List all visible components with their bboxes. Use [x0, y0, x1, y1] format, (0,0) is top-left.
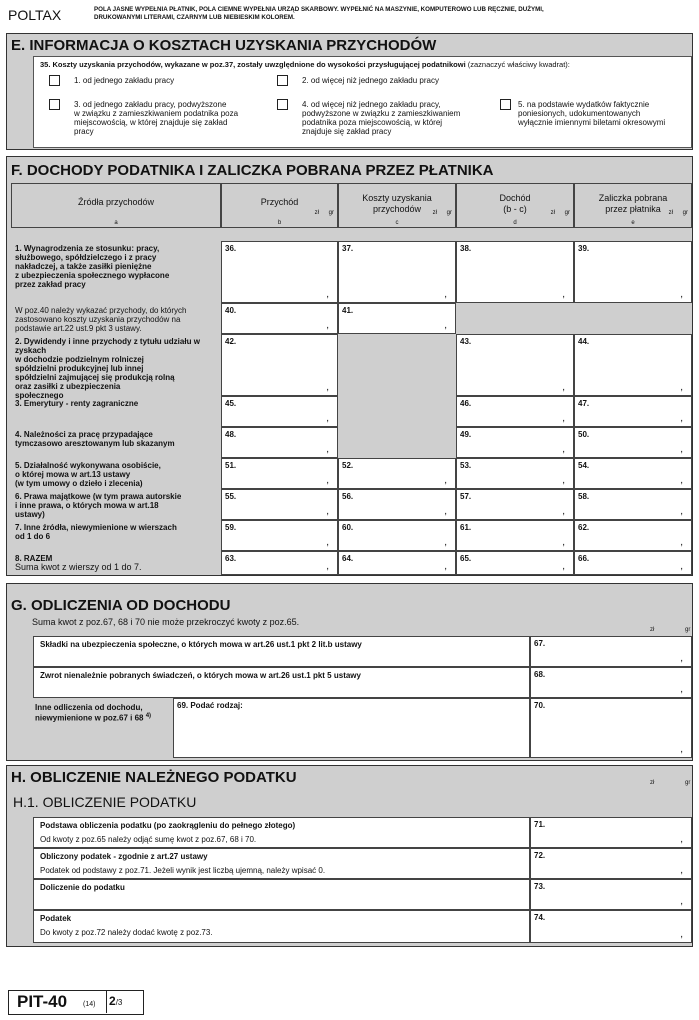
- field-54[interactable]: [574, 458, 692, 489]
- row-label-text: 5. Działalność wykonywana osobiście, o której mowa w art.13 ustawy (w tym umowy o dzieło i zlecenia): [15, 461, 161, 488]
- decimal-comma: ,: [562, 475, 565, 486]
- col-letter: b: [277, 220, 282, 226]
- decimal-comma: ,: [444, 475, 447, 486]
- decimal-comma: ,: [680, 506, 683, 517]
- decimal-comma: ,: [326, 506, 329, 517]
- section-h-title: H. OBLICZENIE NALEŻNEGO PODATKU: [11, 769, 297, 786]
- row-label-text: 4. Należności za pracę przypadające tymczasowo aresztowanym lub skazanym: [15, 430, 175, 448]
- h-row-74-label: Podatek Do kwoty z poz.72 należy dodać kwotę z poz.73.: [40, 914, 213, 937]
- decimal-comma: ,: [444, 289, 447, 300]
- field-48[interactable]: [221, 427, 338, 458]
- field-number: 54.: [578, 461, 590, 470]
- field-number: 46.: [460, 399, 472, 408]
- field-number: 63.: [225, 554, 237, 563]
- field-47[interactable]: [574, 396, 692, 427]
- col-header-label: Dochód (b - c): [499, 193, 531, 214]
- row-label-5: [11, 427, 221, 458]
- field-number: 48.: [225, 430, 237, 439]
- field-number: 49.: [460, 430, 472, 439]
- section-f: [6, 156, 693, 576]
- zl-unit: zł: [550, 210, 555, 216]
- g-zl: zł: [650, 627, 655, 633]
- option-2-label: 2. od więcej niż jednego zakładu pracy: [302, 76, 439, 85]
- h-row-72-label: Obliczony podatek - zgodnie z art.27 ustawy Podatek od podstawy z poz.71. Jeżeli wynik jest liczbą ujemną, należy wpisać 0.: [40, 852, 326, 875]
- field-number: 56.: [342, 492, 354, 501]
- fill-instructions-line1: POLA JASNE WYPEŁNIA PŁATNIK, POLA CIEMNE WYPEŁNIA URZĄD SKARBOWY. WYPEŁNIĆ NA MASZYNIE, KOMPUTEROWO LUB RĘCZNIE, DUŻYMI,: [94, 6, 544, 13]
- row-label-7: [11, 489, 221, 520]
- row-label-2: [11, 303, 221, 334]
- col-header-label: Zaliczka pobrana przez płatnika: [598, 193, 668, 214]
- field-45[interactable]: [221, 396, 338, 427]
- h-row-74-label-cell: [33, 910, 530, 943]
- option-4-checkbox[interactable]: [277, 99, 288, 110]
- field-67[interactable]: 67. ,: [530, 636, 692, 667]
- field-66[interactable]: [574, 551, 692, 575]
- field-72[interactable]: 72. ,: [530, 848, 692, 879]
- field-number: 52.: [342, 461, 354, 470]
- page-number: 2/3: [109, 994, 123, 1008]
- field-44[interactable]: [574, 334, 692, 396]
- field-number: 39.: [578, 244, 590, 253]
- h-row-73-label: Doliczenie do podatku: [40, 883, 125, 892]
- h-row-71-label-cell: [33, 817, 530, 848]
- section-g-title: G. ODLICZENIA OD DOCHODU: [11, 597, 231, 614]
- col-header-label: Przychód: [260, 197, 299, 207]
- field-61[interactable]: [456, 520, 574, 551]
- section-e: [6, 33, 693, 150]
- col-header-1: [11, 183, 221, 228]
- g-gr: gr: [685, 627, 691, 633]
- field-number: 59.: [225, 523, 237, 532]
- field-60[interactable]: [338, 520, 456, 551]
- field-number: 58.: [578, 492, 590, 501]
- row-label-4: [11, 396, 221, 427]
- field-number: 47.: [578, 399, 590, 408]
- field-73[interactable]: 73. ,: [530, 879, 692, 910]
- field-62[interactable]: [574, 520, 692, 551]
- col-header-label: Źródła przychodów: [77, 197, 155, 207]
- decimal-comma: ,: [326, 320, 329, 331]
- decimal-comma: ,: [444, 320, 447, 331]
- field-number: 65.: [460, 554, 472, 563]
- row-label-text: 1. Wynagrodzenia ze stosunku: pracy, służbowego, spółdzielczego i z pracy nakładczej, a także zasiłki pieniężne z ubezpieczenia społecznego wypłacone przez zakład pracy: [15, 244, 170, 289]
- decimal-comma: ,: [562, 506, 565, 517]
- decimal-comma: ,: [562, 561, 565, 572]
- fill-instructions-line2: DRUKOWANYMI LITERAMI, CZARNYM LUB NIEBIESKIM KOLOREM.: [94, 14, 295, 21]
- field-53[interactable]: [456, 458, 574, 489]
- decimal-comma: ,: [444, 537, 447, 548]
- field-49[interactable]: [456, 427, 574, 458]
- section-g-subtitle: Suma kwot z poz.67, 68 i 70 nie może przekroczyć kwoty z poz.65.: [32, 617, 300, 627]
- row-label-1: [11, 241, 221, 303]
- option-4-label: 4. od więcej niż jednego zakładu pracy, podwyższone w związku z zamieszkiwaniem podatnika poza miejscowością, w której znajduje się zakład pracy: [302, 100, 461, 136]
- field-40[interactable]: [221, 303, 338, 334]
- field-number: 64.: [342, 554, 354, 563]
- decimal-comma: ,: [326, 537, 329, 548]
- col-header-4: [456, 183, 574, 228]
- field-number: 42.: [225, 337, 237, 346]
- zl-unit: zł: [668, 210, 673, 216]
- section-h: [6, 765, 693, 947]
- gr-unit: gr: [446, 210, 452, 216]
- decimal-comma: ,: [680, 444, 683, 455]
- row-label-6: [11, 458, 221, 489]
- header: [0, 0, 699, 30]
- field-64[interactable]: [338, 551, 456, 575]
- field-number: 55.: [225, 492, 237, 501]
- field-number: 43.: [460, 337, 472, 346]
- h-row-71-label: Podstawa obliczenia podatku (po zaokrągleniu do pełnego złotego) Od kwoty z poz.65 należy odjąć sumę kwot z poz.67, 68 i 70.: [40, 821, 296, 844]
- deduction-refund-label: Zwrot nienależnie pobranych świadczeń, o których mowa w art.26 ust.1 pkt 5 ustawy: [40, 671, 361, 680]
- costs-question-box: [33, 56, 692, 148]
- field-63[interactable]: [221, 551, 338, 575]
- field-number: 62.: [578, 523, 590, 532]
- option-3-label: 3. od jednego zakładu pracy, podwyższone w związku z zamieszkiwaniem podatnika poza miejscowością, w której znajduje się zakład pracy: [74, 100, 239, 136]
- field-number: 41.: [342, 306, 354, 315]
- decimal-comma: ,: [680, 413, 683, 424]
- field-number: 36.: [225, 244, 237, 253]
- field-59[interactable]: [221, 520, 338, 551]
- row-label-8: [11, 520, 221, 551]
- field-74[interactable]: 74. ,: [530, 910, 692, 943]
- deduction-social-label-cell: [33, 636, 530, 667]
- decimal-comma: ,: [326, 382, 329, 393]
- field-36[interactable]: [221, 241, 338, 303]
- col-letter: c: [395, 220, 399, 226]
- deduction-refund-label-cell: [33, 667, 530, 698]
- field-39[interactable]: [574, 241, 692, 303]
- field-70[interactable]: 70. ,: [530, 698, 692, 758]
- decimal-comma: ,: [680, 475, 683, 486]
- field-number: 57.: [460, 492, 472, 501]
- decimal-comma: ,: [562, 444, 565, 455]
- decimal-comma: ,: [562, 289, 565, 300]
- col-header-5: [574, 183, 692, 228]
- option-5-checkbox[interactable]: [500, 99, 511, 110]
- field-71[interactable]: 71. ,: [530, 817, 692, 848]
- zl-unit: zł: [432, 210, 437, 216]
- deduction-social-label: Składki na ubezpieczenia społeczne, o których mowa w art.26 ust.1 pkt 2 lit.b ustawy: [40, 640, 362, 649]
- field-number: 38.: [460, 244, 472, 253]
- form-code: PIT-40 (14): [9, 991, 107, 1013]
- field-56[interactable]: [338, 489, 456, 520]
- row-label-text: W poz.40 należy wykazać przychody, do których zastosowano koszty uzyskania przychodów na podstawie art.22 ust.9 pkt 3 ustawy.: [15, 306, 187, 333]
- field-65[interactable]: [456, 551, 574, 575]
- field-number: 53.: [460, 461, 472, 470]
- option-5-label: 5. na podstawie wydatków faktycznie poniesionych, udokumentowanych wyłącznie imiennymi biletami okresowymi: [518, 100, 666, 127]
- col-letter: a: [114, 220, 118, 226]
- field-50[interactable]: [574, 427, 692, 458]
- field-51[interactable]: [221, 458, 338, 489]
- decimal-comma: ,: [326, 289, 329, 300]
- decimal-comma: ,: [326, 561, 329, 572]
- decimal-comma: ,: [680, 382, 683, 393]
- field-number: 45.: [225, 399, 237, 408]
- col-letter: e: [631, 220, 635, 226]
- field-46[interactable]: [456, 396, 574, 427]
- row-label-text: 2. Dywidendy i inne przychody z tytułu udziału w zyskach w dochodzie podzielnym rolniczej spółdzielni produkcyjnej lub innej spółdzielni zajmującej się produkcją rolną oraz zasiłki z ubezpieczenia społecznego: [15, 337, 200, 400]
- option-1-label: 1. od jednego zakładu pracy: [74, 76, 175, 85]
- row-label-text: 3. Emerytury - renty zagraniczne: [15, 399, 139, 408]
- decimal-comma: ,: [680, 289, 683, 300]
- field-number: 37.: [342, 244, 354, 253]
- field-57[interactable]: [456, 489, 574, 520]
- field-52[interactable]: [338, 458, 456, 489]
- decimal-comma: ,: [562, 413, 565, 424]
- decimal-comma: ,: [326, 413, 329, 424]
- section-e-title: E. INFORMACJA O KOSZTACH UZYSKANIA PRZYCHODÓW: [11, 37, 437, 54]
- option-1-checkbox[interactable]: [49, 75, 60, 86]
- zl-unit: zł: [314, 210, 319, 216]
- field-37[interactable]: [338, 241, 456, 303]
- decimal-comma: ,: [562, 382, 565, 393]
- col-header-label: Koszty uzyskania przychodów: [362, 193, 432, 214]
- decimal-comma: ,: [326, 475, 329, 486]
- section-g: [6, 583, 693, 761]
- row-label-text: 6. Prawa majątkowe (w tym prawa autorskie i inne prawa, o których mowa w art.18 ustawy): [15, 492, 182, 519]
- field-number: 61.: [460, 523, 472, 532]
- brand-label: POLTAX: [8, 7, 62, 23]
- row-label-9: [11, 551, 221, 575]
- col-header-3: [338, 183, 456, 228]
- gr-unit: gr: [564, 210, 570, 216]
- h-zl: zł: [650, 780, 655, 786]
- decimal-comma: ,: [326, 444, 329, 455]
- section-h1-subtitle: H.1. OBLICZENIE PODATKU: [13, 794, 197, 810]
- field-number: 60.: [342, 523, 354, 532]
- form-id-box: [8, 990, 144, 1015]
- h-gr: gr: [685, 780, 691, 786]
- col-header-2: [221, 183, 338, 228]
- costs-question: 35. Koszty uzyskania przychodów, wykazane w poz.37, zostały uwzględnione do wysokości przysługującej podatnikowi (zaznaczyć właściwy kwadrat):: [40, 60, 570, 69]
- gr-unit: gr: [328, 210, 334, 216]
- field-43[interactable]: [456, 334, 574, 396]
- field-42[interactable]: [221, 334, 338, 396]
- field-38[interactable]: [456, 241, 574, 303]
- option-3-checkbox[interactable]: [49, 99, 60, 110]
- field-number: 40.: [225, 306, 237, 315]
- gr-unit: gr: [682, 210, 688, 216]
- row-label-3: [11, 334, 221, 400]
- field-58[interactable]: [574, 489, 692, 520]
- field-number: 50.: [578, 430, 590, 439]
- row-label-text: 7. Inne źródła, niewymienione w wierszach od 1 do 6: [15, 523, 177, 541]
- field-41[interactable]: [338, 303, 456, 334]
- decimal-comma: ,: [680, 537, 683, 548]
- deduction-other-label: Inne odliczenia od dochodu, niewymienione w poz.67 i 68 $^{4)}$: [35, 703, 152, 723]
- row-label-text: 8. RAZEM Suma kwot z wierszy od 1 do 7.: [15, 554, 142, 572]
- decimal-comma: ,: [444, 506, 447, 517]
- section-f-title: F. DOCHODY PODATNIKA I ZALICZKA POBRANA PRZEZ PŁATNIKA: [11, 162, 494, 179]
- field-number: 44.: [578, 337, 590, 346]
- field-number: 51.: [225, 461, 237, 470]
- decimal-comma: ,: [680, 561, 683, 572]
- field-69[interactable]: 69. Podać rodzaj:: [173, 698, 530, 758]
- decimal-comma: ,: [444, 561, 447, 572]
- field-55[interactable]: [221, 489, 338, 520]
- h-row-72-label-cell: [33, 848, 530, 879]
- field-number: 66.: [578, 554, 590, 563]
- h-row-73-label-cell: [33, 879, 530, 910]
- col-letter: d: [513, 220, 517, 226]
- decimal-comma: ,: [562, 537, 565, 548]
- field-68[interactable]: 68. ,: [530, 667, 692, 698]
- option-2-checkbox[interactable]: [277, 75, 288, 86]
